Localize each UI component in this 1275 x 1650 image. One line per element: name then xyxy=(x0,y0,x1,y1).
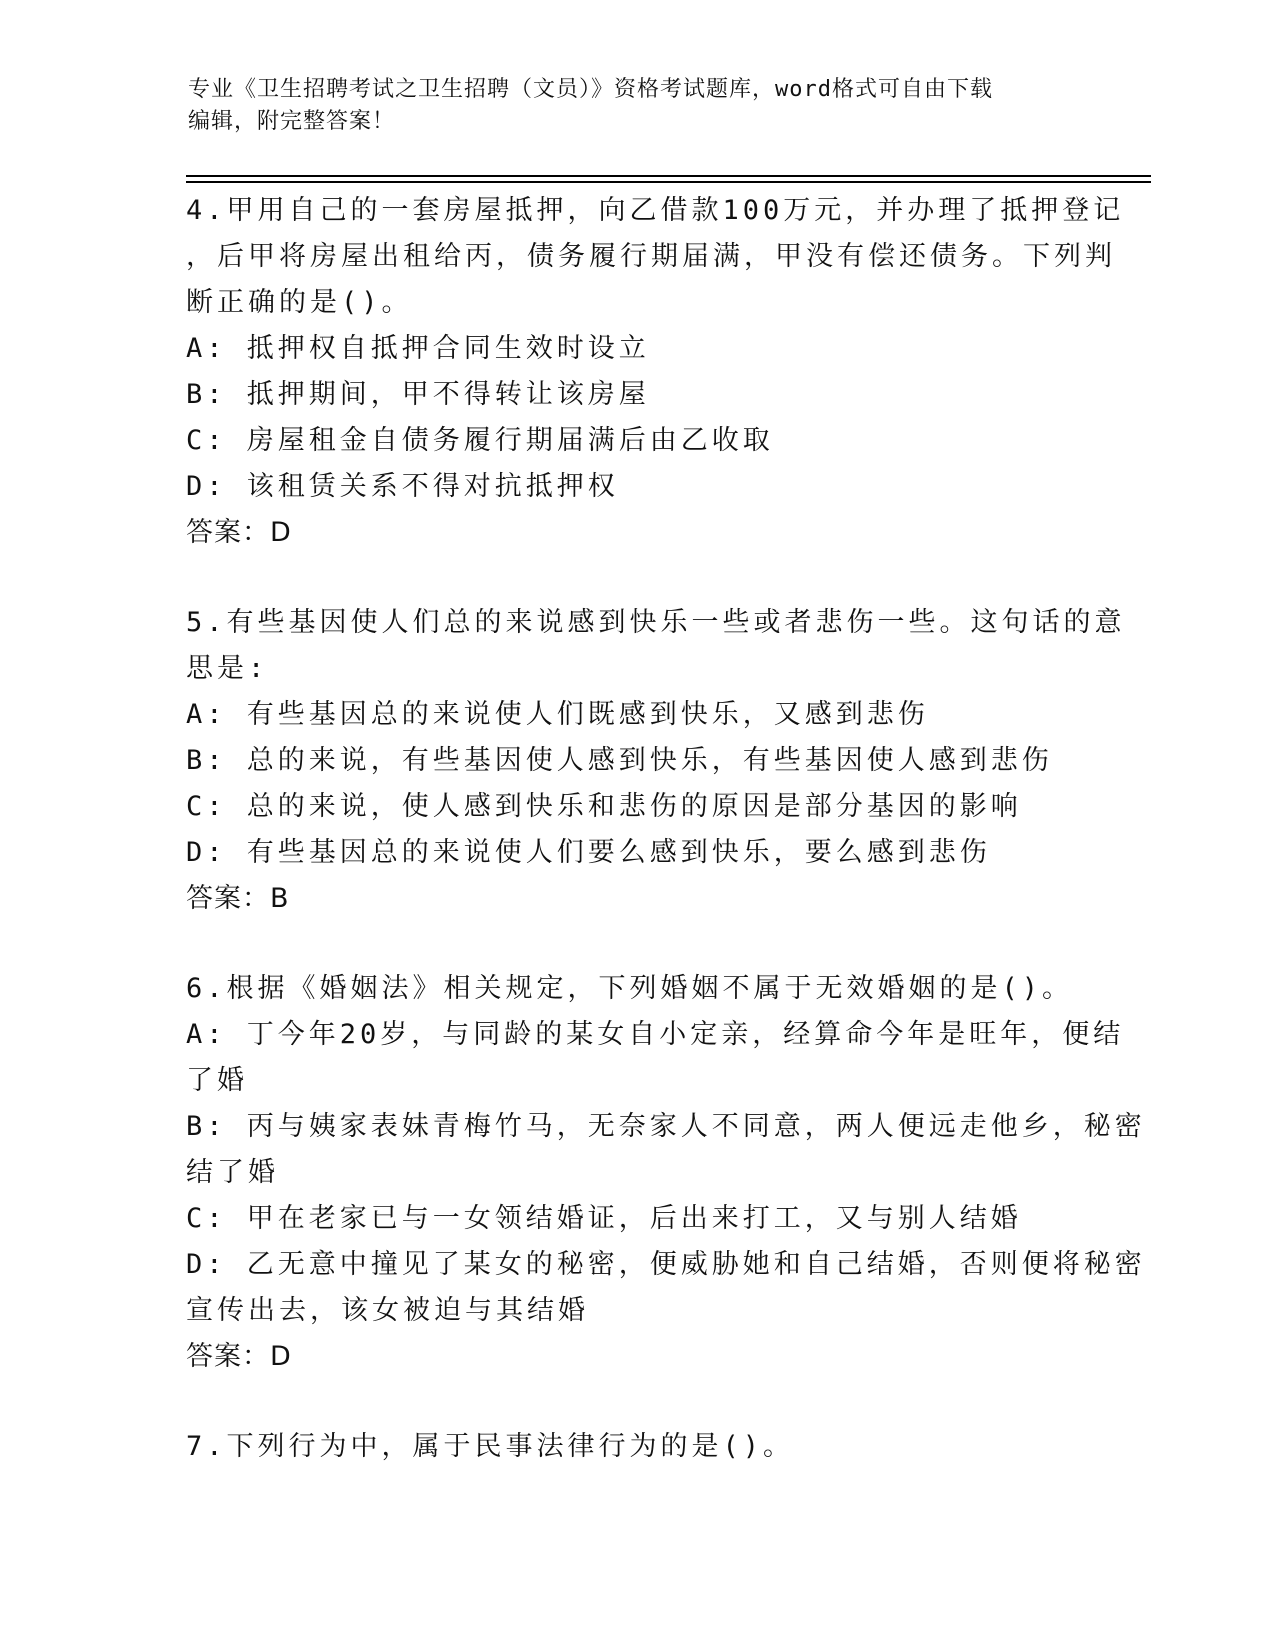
question-text-line: ，后甲将房屋出租给丙，债务履行期届满，甲没有偿还债务。下列判 xyxy=(186,241,1116,272)
spacer xyxy=(186,556,1086,600)
option-d: D: 有些基因总的来说使人们要么感到快乐，要么感到悲伤 xyxy=(186,837,991,868)
option-c: C: 房屋租金自债务履行期届满后由乙收取 xyxy=(186,425,774,456)
option-b: B: 丙与姨家表妹青梅竹马，无奈家人不同意，两人便远走他乡，秘密 xyxy=(186,1111,1146,1142)
answer: 答案：D xyxy=(186,1341,292,1372)
header-divider-bottom xyxy=(186,181,1151,183)
header-line-2: 编辑，附完整答案！ xyxy=(188,109,396,134)
option-d: D: 乙无意中撞见了某女的秘密，便威胁她和自己结婚，否则便将秘密 xyxy=(186,1249,1146,1280)
question-text-line: 思是: xyxy=(186,653,269,684)
question-text-line: 6.根据《婚姻法》相关规定，下列婚姻不属于无效婚姻的是()。 xyxy=(186,973,1074,1004)
option-b: B: 抵押期间，甲不得转让该房屋 xyxy=(186,379,650,410)
spacer xyxy=(186,1380,1086,1424)
option-b-continued: 结了婚 xyxy=(186,1157,279,1188)
option-a-continued: 了婚 xyxy=(186,1065,248,1096)
spacer xyxy=(186,922,1086,966)
option-a: A: 丁今年20岁，与同龄的某女自小定亲，经算命今年是旺年，便结 xyxy=(186,1019,1125,1050)
answer: 答案：D xyxy=(186,517,292,548)
question-list xyxy=(186,188,1146,1470)
answer: 答案：B xyxy=(186,883,290,914)
header-divider-top xyxy=(186,175,1151,177)
question-5 xyxy=(186,600,1126,922)
question-text-line: 4.甲用自己的一套房屋抵押，向乙借款100万元，并办理了抵押登记 xyxy=(186,195,1125,226)
question-6 xyxy=(186,966,1146,1380)
question-4 xyxy=(186,188,1125,556)
option-b: B: 总的来说，有些基因使人感到快乐，有些基因使人感到悲伤 xyxy=(186,745,1053,776)
question-text-line: 7.下列行为中，属于民事法律行为的是()。 xyxy=(186,1431,795,1462)
header-line-1: 专业《卫生招聘考试之卫生招聘（文员）》资格考试题库，word格式可自由下载 xyxy=(188,77,993,102)
option-d: D: 该租赁关系不得对抗抵押权 xyxy=(186,471,619,502)
option-c: C: 甲在老家已与一女领结婚证，后出来打工，又与别人结婚 xyxy=(186,1203,1022,1234)
option-a: A: 抵押权自抵押合同生效时设立 xyxy=(186,333,650,364)
question-7 xyxy=(186,1424,1086,1470)
document-header xyxy=(188,74,1068,138)
question-text-line: 断正确的是()。 xyxy=(186,287,413,318)
option-d-continued: 宣传出去，该女被迫与其结婚 xyxy=(186,1295,589,1326)
option-a: A: 有些基因总的来说使人们既感到快乐，又感到悲伤 xyxy=(186,699,929,730)
option-c: C: 总的来说，使人感到快乐和悲伤的原因是部分基因的影响 xyxy=(186,791,1022,822)
question-text-line: 5.有些基因使人们总的来说感到快乐一些或者悲伤一些。这句话的意 xyxy=(186,607,1126,638)
